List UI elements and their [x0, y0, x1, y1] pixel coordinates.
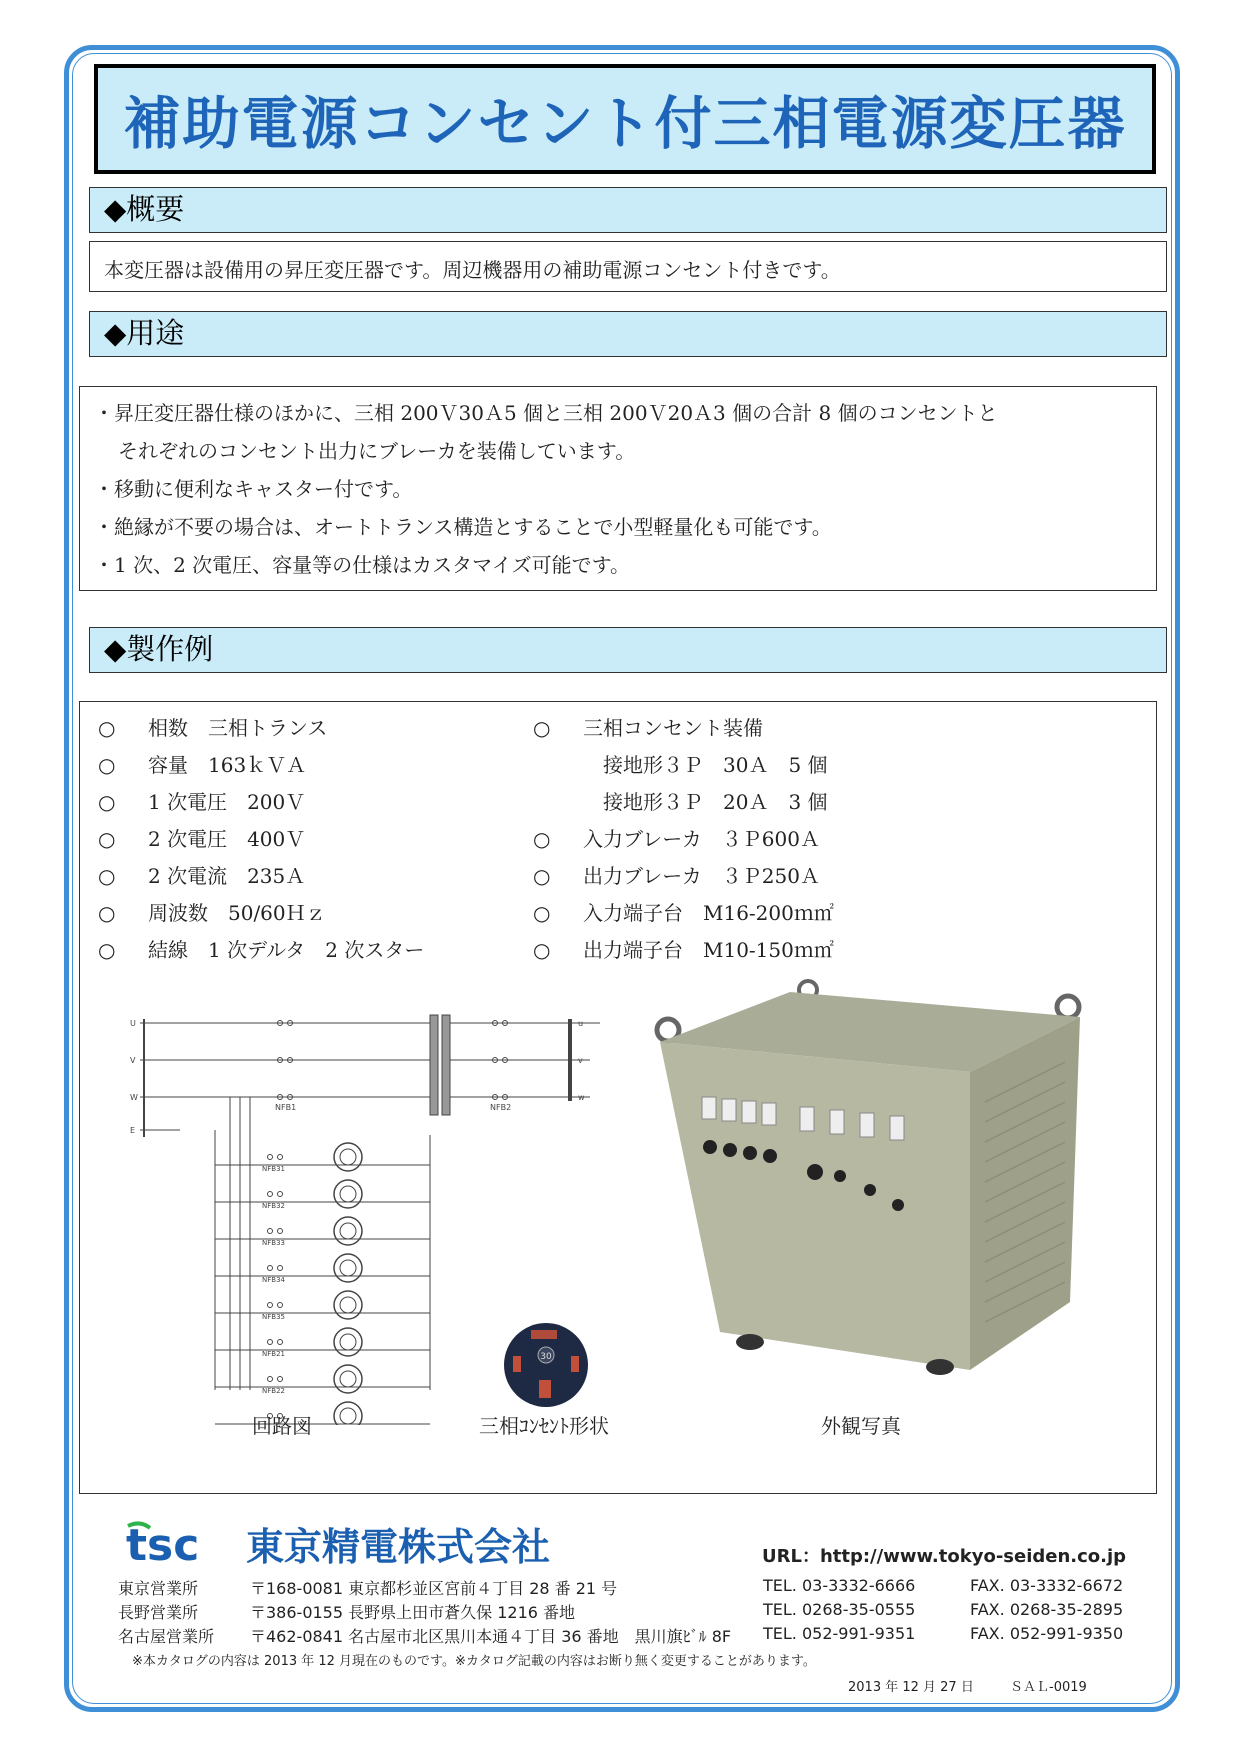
- spec-right-4: [533, 823, 820, 852]
- office-address: 〒386-0155 長野県上田市蒼久保 1216 番地: [250, 1603, 576, 1622]
- label-u-out: u: [578, 1019, 584, 1028]
- branch-outlet: [215, 1254, 430, 1284]
- bullet-circle: ○: [98, 827, 116, 851]
- branch-outlet: [215, 1402, 430, 1425]
- overview-box: [89, 241, 1167, 292]
- caption-photo: 外観写真: [821, 1414, 901, 1438]
- office-tel: TEL. 03-3332-6666: [763, 1576, 916, 1595]
- label-w-in: W: [130, 1093, 138, 1102]
- bullet-circle: ○: [98, 753, 116, 777]
- example-heading: ◆製作例: [89, 627, 1167, 673]
- usage-line-1: ・昇圧変圧器仕様のほかに、三相 200Ｖ30Ａ5 個と三相 200Ｖ20Ａ3 個の合計 8 個のコンセントと: [94, 401, 998, 425]
- spec-left-5: [98, 860, 305, 889]
- office-name: 長野営業所: [118, 1603, 199, 1622]
- spec-right-3: [533, 786, 828, 815]
- usage-line-5: ・1 次、2 次電圧、容量等の仕様はカスタマイズ可能です。: [94, 553, 630, 577]
- outlet-shape-image: [503, 1322, 589, 1408]
- branch-outlet: [215, 1217, 430, 1247]
- office-tel: TEL. 052-991-9351: [763, 1624, 916, 1643]
- spec-text: 容量 163ｋＶＡ: [148, 753, 307, 777]
- spec-left-2: [98, 749, 306, 778]
- label-v-in: V: [130, 1056, 136, 1065]
- office-fax: FAX. 052-991-9350: [970, 1624, 1124, 1643]
- spec-text: 結線 1 次デルタ 2 次スター: [148, 938, 425, 962]
- spec-text: 入力ブレーカ ３Ｐ600Ａ: [583, 827, 820, 851]
- caption-outlet: 三相ｺﾝｾﾝﾄ形状: [479, 1414, 609, 1438]
- caption-circuit: 回路図: [252, 1414, 312, 1438]
- outlet-rating-label: 30: [540, 1352, 552, 1362]
- office-fax: FAX. 03-3332-6672: [970, 1576, 1124, 1595]
- branch-outlet: [215, 1365, 430, 1395]
- spec-right-7: [533, 934, 834, 963]
- office-fax: FAX. 0268-35-2895: [970, 1600, 1124, 1619]
- label-nfb1: NFB1: [275, 1103, 297, 1112]
- bullet-circle: ○: [533, 901, 551, 925]
- usage-line-2: それぞれのコンセント出力にブレーカを装備しています。: [118, 439, 636, 463]
- bullet-circle: ○: [98, 938, 116, 962]
- office-address: 〒168-0081 東京都杉並区宮前４丁目 28 番 21 号: [250, 1579, 618, 1598]
- label-nfb2: NFB2: [490, 1103, 512, 1112]
- spec-text: 周波数 50/60Ｈｚ: [148, 901, 326, 925]
- branch-label: NFB35: [262, 1313, 285, 1321]
- spec-left-1: [98, 712, 327, 741]
- bullet-circle: ○: [98, 716, 116, 740]
- spec-left-3: [98, 786, 305, 815]
- logo-text: tsc: [126, 1520, 200, 1566]
- bullet-circle: ○: [98, 901, 116, 925]
- spec-text: 相数 三相トランス: [148, 716, 328, 740]
- issue-date: 2013 年 12 月 27 日: [848, 1680, 974, 1695]
- label-e: E: [130, 1126, 136, 1135]
- spec-right-2: [533, 749, 828, 778]
- spec-text: 2 次電圧 400Ｖ: [148, 827, 306, 851]
- spec-left-7: [98, 934, 424, 963]
- branch-label: NFB33: [262, 1239, 285, 1247]
- spec-text: 接地形３Ｐ 30Ａ 5 個: [603, 753, 828, 777]
- branch-label: NFB22: [262, 1387, 285, 1395]
- company-logo: [126, 1518, 216, 1566]
- branch-outlet: [215, 1291, 430, 1321]
- spec-left-6: [98, 897, 326, 926]
- spec-text: 出力ブレーカ ３Ｐ250Ａ: [583, 864, 820, 888]
- label-u-in: U: [130, 1019, 136, 1028]
- usage-box: [79, 386, 1157, 591]
- branch-label: NFB21: [262, 1350, 285, 1358]
- company-name: 東京精電株式会社: [246, 1525, 551, 1569]
- branch-label: NFB34: [262, 1276, 285, 1284]
- bullet-circle: ○: [533, 864, 551, 888]
- transformer-photo: [640, 962, 1110, 1392]
- spec-text: 入力端子台 M16-200ｍ㎡: [583, 901, 834, 925]
- branch-outlets: [215, 1143, 430, 1425]
- overview-heading: ◆概要: [89, 187, 1167, 233]
- company-url: URL：http://www.tokyo-seiden.co.jp: [762, 1546, 1127, 1567]
- label-w-out: w: [578, 1093, 585, 1102]
- spec-text: 接地形３Ｐ 20Ａ 3 個: [603, 790, 828, 814]
- label-v-out: v: [578, 1056, 583, 1065]
- branch-label: NFB31: [262, 1165, 285, 1173]
- bullet-circle: ○: [98, 790, 116, 814]
- bullet-circle: ○: [533, 716, 551, 740]
- office-name: 名古屋営業所: [118, 1627, 215, 1646]
- example-box: [79, 701, 1157, 1494]
- branch-outlet: [215, 1143, 430, 1173]
- spec-text: 三相コンセント装備: [583, 716, 763, 740]
- document-code: ＳＡＬ-0019: [1010, 1680, 1087, 1695]
- catalog-notice: ※本カタログの内容は 2013 年 12 月現在のものです。※カタログ記載の内容はお断り無く変更することがあります。: [132, 1654, 816, 1669]
- office-address: 〒462-0841 名古屋市北区黒川本通４丁目 36 番地 黒川旗ﾋﾞﾙ 8F: [250, 1627, 732, 1646]
- page-title: 補助電源コンセント付三相電源変圧器: [123, 91, 1127, 157]
- spec-right-6: [533, 897, 834, 926]
- bullet-circle: ○: [533, 827, 551, 851]
- bullet-circle: ○: [98, 864, 116, 888]
- bullet-circle: ○: [533, 938, 551, 962]
- branch-outlet: [215, 1180, 430, 1210]
- spec-text: 1 次電圧 200Ｖ: [148, 790, 306, 814]
- branch-outlet: [215, 1328, 430, 1358]
- spec-right-5: [533, 860, 820, 889]
- spec-left-4: [98, 823, 305, 852]
- spec-right-1: [533, 712, 763, 741]
- overview-text: 本変圧器は設備用の昇圧変圧器です。周辺機器用の補助電源コンセント付きです。: [104, 258, 841, 282]
- usage-heading: ◆用途: [89, 311, 1167, 357]
- usage-line-4: ・絶縁が不要の場合は、オートトランス構造とすることで小型軽量化も可能です。: [94, 515, 832, 539]
- title-box: [94, 64, 1156, 174]
- usage-line-3: ・移動に便利なキャスター付です。: [94, 477, 413, 501]
- spec-text: 2 次電流 235Ａ: [148, 864, 306, 888]
- office-tel: TEL. 0268-35-0555: [763, 1600, 916, 1619]
- spec-text: 出力端子台 M10-150ｍ㎡: [583, 938, 834, 962]
- office-name: 東京営業所: [118, 1579, 199, 1598]
- branch-label: NFB32: [262, 1202, 285, 1210]
